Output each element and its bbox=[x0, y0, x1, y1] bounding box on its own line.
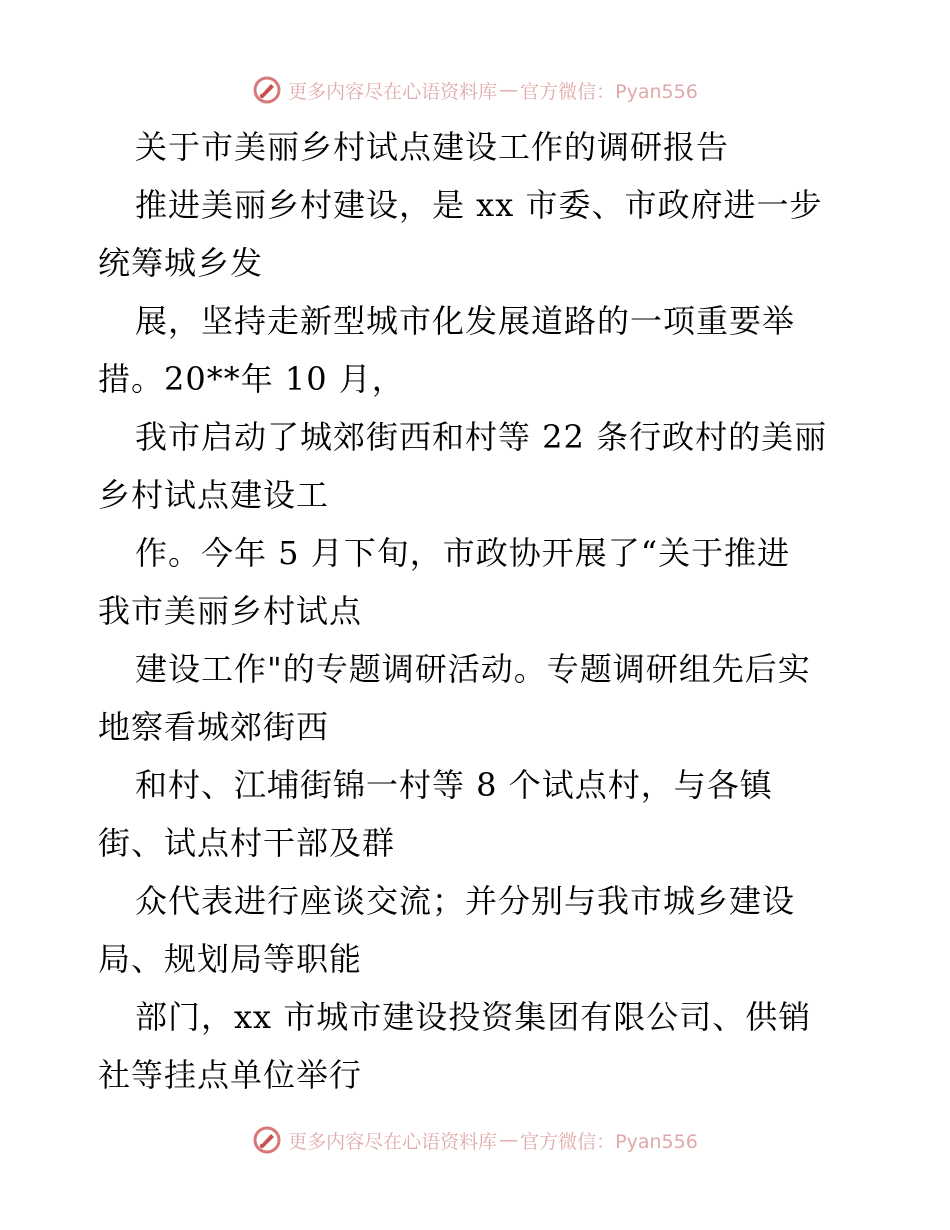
text-line: 统筹城乡发 bbox=[98, 244, 264, 282]
text-line: 推进美丽乡村建设，是 xx 市委、市政府进一步 bbox=[135, 186, 823, 224]
watermark-logo-icon bbox=[252, 1125, 282, 1155]
watermark-dash: — bbox=[499, 1129, 519, 1151]
text-line: 乡村试点建设工 bbox=[98, 476, 330, 514]
text-line: 我市启动了城郊街西和村等 22 条行政村的美丽 bbox=[135, 418, 828, 456]
text-line: 建设工作"的专题调研活动。专题调研组先后实 bbox=[135, 650, 811, 688]
watermark-logo-icon bbox=[252, 75, 282, 105]
document-body bbox=[98, 118, 858, 1104]
text-line: 局、规划局等职能 bbox=[98, 940, 363, 978]
document-title: 关于市美丽乡村试点建设工作的调研报告 bbox=[135, 128, 730, 166]
text-line: 社等挂点单位举行 bbox=[98, 1056, 363, 1094]
header-watermark bbox=[0, 70, 950, 110]
text-line: 展，坚持走新型城市化发展道路的一项重要举 bbox=[135, 302, 796, 340]
text-line: 众代表进行座谈交流；并分别与我市城乡建设 bbox=[135, 882, 796, 920]
text-line: 和村、江埔街锦一村等 8 个试点村，与各镇 bbox=[135, 766, 773, 804]
watermark-text: 更多内容尽在心语资料库 bbox=[288, 80, 498, 103]
watermark-official: 官方微信：Pyan556 bbox=[520, 80, 698, 103]
text-line: 街、试点村干部及群 bbox=[98, 824, 396, 862]
text-line: 措。20**年 10 月， bbox=[98, 360, 405, 398]
text-line: 部门，xx 市城市建设投资集团有限公司、供销 bbox=[135, 998, 812, 1036]
text-line: 地察看城郊街西 bbox=[98, 708, 330, 746]
text-line: 我市美丽乡村试点 bbox=[98, 592, 363, 630]
watermark-official: 官方微信：Pyan556 bbox=[520, 1130, 698, 1153]
footer-watermark bbox=[0, 1120, 950, 1160]
text-line: 作。今年 5 月下旬，市政协开展了“关于推进 bbox=[135, 534, 791, 572]
watermark-dash: — bbox=[499, 79, 519, 101]
watermark-text: 更多内容尽在心语资料库 bbox=[288, 1130, 498, 1153]
